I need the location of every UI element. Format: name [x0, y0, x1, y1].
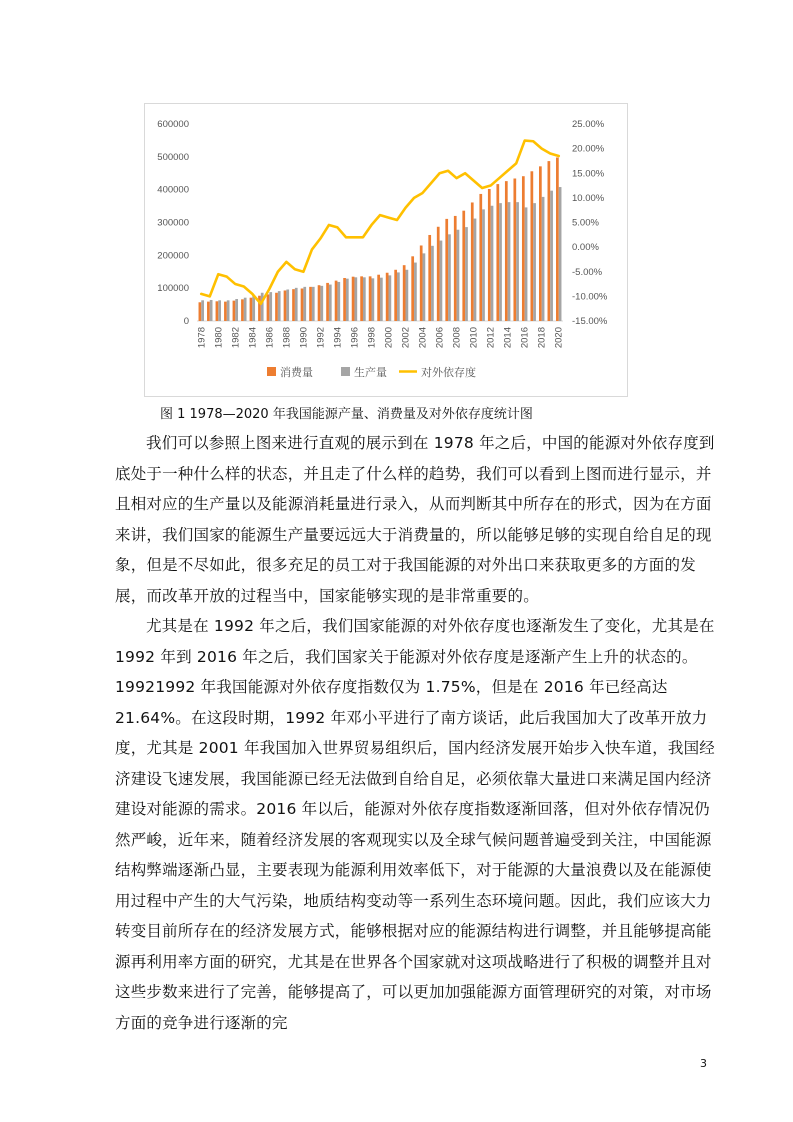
y-right-tick-label: 10.00%	[572, 192, 605, 204]
energy-chart	[144, 103, 628, 397]
consumption-bar	[233, 301, 236, 321]
production-bar	[278, 291, 281, 321]
production-bar	[261, 293, 264, 321]
production-bar	[448, 234, 451, 321]
production-bar	[533, 203, 536, 321]
y-left-tick-label: 600000	[157, 119, 189, 130]
consumption-bar	[292, 289, 295, 321]
y-right-tick-label: 20.00%	[572, 143, 605, 155]
production-bar	[269, 292, 272, 321]
consumption-bar	[216, 301, 219, 321]
y-left-tick-label: 300000	[157, 217, 189, 229]
x-tick-label: 2010	[468, 327, 480, 349]
consumption-bar	[556, 157, 559, 321]
y-left-tick-label: 400000	[157, 184, 189, 196]
production-bar	[235, 299, 238, 321]
body-text	[115, 428, 715, 1038]
production-bar	[244, 298, 247, 321]
x-tick-label: 1996	[349, 327, 361, 349]
consumption-bar	[454, 216, 457, 321]
x-tick-label: 2000	[383, 327, 395, 349]
legend-label: 消费量	[280, 366, 313, 379]
y-left-tick-label: 0	[183, 316, 189, 327]
production-bar	[303, 287, 306, 321]
y-right-tick-label: 15.00%	[572, 168, 605, 180]
consumption-bar	[462, 211, 465, 321]
production-bar	[465, 227, 468, 321]
consumption-bar	[488, 189, 491, 321]
x-tick-label: 1994	[332, 327, 344, 349]
production-bar	[491, 206, 494, 321]
production-bar	[508, 202, 511, 321]
production-bar	[440, 241, 443, 321]
production-bar	[482, 209, 485, 321]
paragraph-3: 19921992 年我国能源对外依存度指数仅为 1.75%，但是在 2016 年已经高达 21.64%。在这段时期，1992 年邓小平进行了南方谈话，此后我国加大了改革开放力度，尤其是 2001 年我国加入世界贸易组织后，国内经济发展开始步入快车道，我国经济建设飞速发展，我国能源已经无法做到自给自足，必须依靠大量进口来满足国内经济建设对能源的需求。2016 年以后，能源对外依存度指数逐渐回落，但对外依存情况仍然严峻，近年来，随着经济发展的客观现实以及全球气候问题普遍受到关注，中国能源结构弊端逐渐凸显，主要表现为能源利用效率低下，对于能源的大量浪费以及在能源使用过程中产生的大气污染，地质结构变动等一系列生态环境问题。因此，我们应该大力转变目前所存在的经济发展方式，能够根据对应的能源结构进行调整，并且能够提高能源再利用率方面的研究，尤其是在世界各个国家就对这项战略进行了积极的调整并且对这些步数来进行了完善，能够提高了，可以更加加强能源方面管理研究的对策，对市场方面的竞争进行逐渐的完	[115, 678, 716, 1032]
x-tick-label: 1978	[196, 327, 208, 349]
production-bar	[227, 300, 230, 321]
consumption-bar	[369, 276, 372, 321]
production-bar	[354, 277, 357, 321]
production-bar	[320, 286, 323, 321]
production-bar	[252, 295, 255, 321]
consumption-bar	[301, 289, 304, 322]
production-bar	[312, 287, 315, 321]
consumption-bar	[539, 166, 542, 321]
consumption-bar	[513, 179, 516, 322]
consumption-bar	[224, 302, 227, 321]
x-tick-label: 1998	[366, 327, 378, 349]
consumption-bar	[479, 194, 482, 321]
consumption-bar	[241, 299, 244, 321]
production-bar	[337, 282, 340, 321]
x-tick-label: 2020	[553, 327, 565, 349]
production-bar	[346, 279, 349, 321]
production-bar	[516, 202, 519, 321]
production-bar	[201, 300, 204, 321]
production-bar	[559, 187, 562, 321]
consumption-bar	[309, 287, 312, 321]
page-number: 3	[700, 1057, 707, 1070]
y-right-tick-label: 0.00%	[572, 242, 599, 254]
x-tick-label: 1992	[315, 327, 327, 349]
production-bar	[431, 246, 434, 321]
consumption-bar	[548, 161, 551, 321]
y-left-tick-label: 500000	[157, 151, 189, 163]
production-bar	[380, 278, 383, 321]
x-tick-label: 1984	[247, 327, 259, 349]
consumption-bar	[275, 293, 278, 321]
x-tick-label: 2002	[400, 327, 412, 349]
production-bar	[499, 203, 502, 321]
production-bar	[295, 288, 298, 321]
consumption-bar	[250, 298, 253, 321]
x-tick-label: 2006	[434, 327, 446, 349]
legend-consumption-swatch	[267, 367, 276, 376]
consumption-bar	[428, 235, 431, 321]
x-tick-label: 1990	[298, 327, 310, 349]
x-tick-label: 2014	[502, 327, 514, 349]
consumption-bar	[437, 227, 440, 321]
legend-production-swatch	[341, 367, 350, 376]
y-right-tick-label: 25.00%	[572, 119, 605, 130]
production-bar	[210, 300, 213, 321]
consumption-bar	[377, 275, 380, 321]
consumption-bar	[394, 270, 397, 321]
legend-label: 生产量	[354, 366, 387, 379]
production-bar	[542, 197, 545, 321]
production-bar	[406, 270, 409, 321]
consumption-bar	[318, 285, 321, 321]
production-bar	[474, 219, 477, 321]
production-bar	[414, 263, 417, 321]
y-right-tick-label: -10.00%	[572, 291, 608, 303]
consumption-bar	[335, 281, 338, 321]
consumption-bar	[471, 202, 474, 321]
y-right-tick-label: -15.00%	[572, 316, 608, 327]
consumption-bar	[386, 273, 389, 321]
x-tick-label: 1982	[230, 327, 242, 349]
production-bar	[329, 285, 332, 321]
production-bar	[397, 272, 400, 321]
paragraph-1: 我们可以参照上图来进行直观的展示到在 1978 年之后，中国的能源对外依存度到底处于一种什么样的状态，并且走了什么样的趋势，我们可以看到上图而进行显示，并且相对应的生产量以及能源消耗量进行录入，从而判断其中所存在的形式，因为在方面来讲，我们国家的能源生产量要远远大于消费量的，所以能够足够的实现自给自足的现象，但是不尽如此，很多充足的员工对于我国能源的对外出口来获取更多的方面的发展，而改革开放的过程当中，国家能够实现的是非常重要的。	[115, 434, 715, 605]
consumption-bar	[360, 276, 363, 321]
production-bar	[457, 230, 460, 321]
x-tick-label: 2018	[536, 327, 548, 349]
production-bar	[525, 207, 528, 321]
consumption-bar	[530, 171, 533, 321]
paragraph-2: 尤其是在 1992 年之后，我们国家能源的对外依存度也逐渐发生了变化，尤其是在 1992 年到 2016 年之后，我们国家关于能源对外依存度是逐渐产生上升的状态的。	[115, 617, 715, 666]
x-tick-label: 1986	[264, 327, 276, 349]
consumption-bar	[505, 181, 508, 321]
consumption-bar	[284, 290, 287, 321]
consumption-bar	[199, 302, 202, 321]
consumption-bar	[445, 219, 448, 321]
consumption-bar	[420, 245, 423, 321]
legend-label: 对外依存度	[421, 366, 476, 379]
y-left-tick-label: 200000	[157, 250, 189, 262]
y-right-tick-label: 5.00%	[572, 217, 599, 229]
x-tick-label: 2012	[485, 327, 497, 349]
consumption-bar	[403, 265, 406, 321]
production-bar	[423, 253, 426, 321]
consumption-bar	[522, 176, 525, 321]
x-tick-label: 2016	[519, 327, 531, 349]
y-left-tick-label: 100000	[157, 283, 189, 295]
x-tick-label: 1980	[213, 327, 225, 349]
production-bar	[286, 289, 289, 321]
production-bar	[550, 191, 553, 321]
production-bar	[218, 300, 221, 321]
consumption-bar	[207, 302, 210, 321]
consumption-bar	[326, 283, 329, 321]
consumption-bar	[411, 256, 414, 321]
production-bar	[363, 277, 366, 321]
consumption-bar	[267, 294, 270, 321]
consumption-bar	[352, 277, 355, 321]
consumption-bar	[343, 278, 346, 321]
x-tick-label: 1988	[281, 327, 293, 349]
consumption-bar	[496, 184, 499, 321]
x-tick-label: 2008	[451, 327, 463, 349]
y-right-tick-label: -5.00%	[572, 266, 603, 278]
chart-canvas	[145, 104, 627, 396]
x-tick-label: 2004	[417, 327, 429, 349]
production-bar	[389, 275, 392, 321]
figure-caption: 图 1 1978—2020 年我国能源产量、消费量及对外依存度统计图	[160, 407, 533, 422]
production-bar	[371, 278, 374, 321]
